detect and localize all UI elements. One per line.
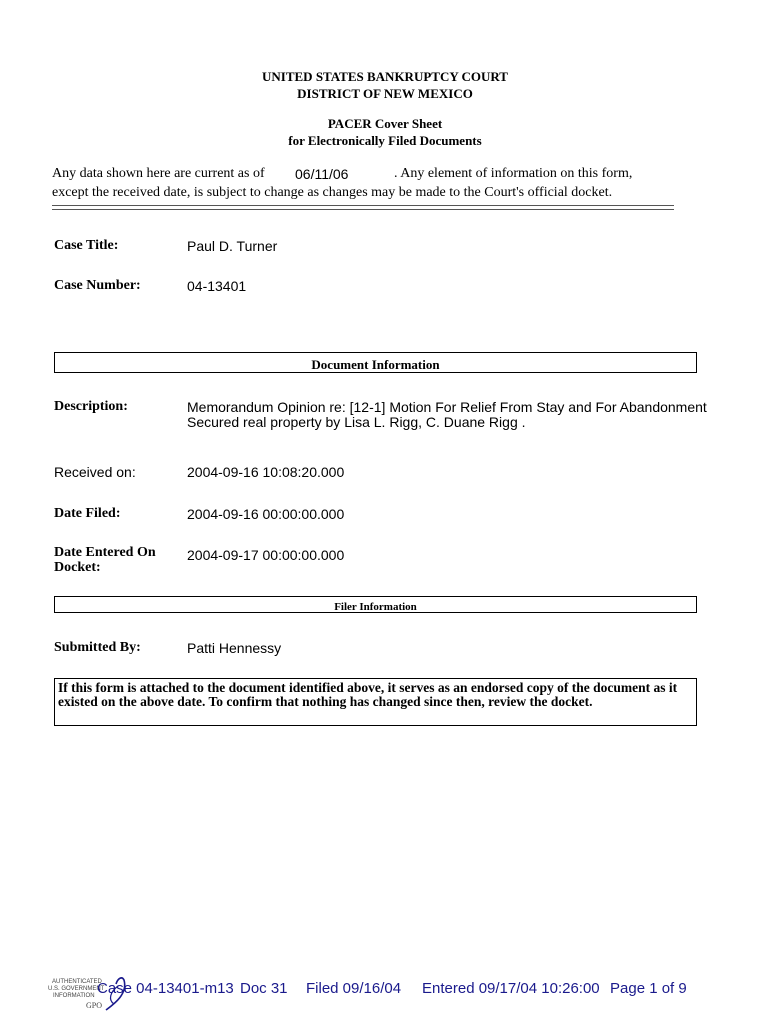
intro-line2: except the received date, is subject to change as changes may be made to the Court's official docket. xyxy=(52,185,613,200)
footer-entered: Entered 09/17/04 10:26:00 xyxy=(422,980,600,997)
footer-filed: Filed 09/16/04 xyxy=(306,980,402,997)
endorsement-notice: If this form is attached to the document identified above, it serves as an endorsed copy of the document as it existed on the above date. To confirm that nothing has changed since then, review the docket. xyxy=(54,678,697,726)
date-entered-value: 2004-09-17 00:00:00.000 xyxy=(187,547,345,563)
footer-page: Page 1 of 9 xyxy=(610,980,687,997)
district-name: DISTRICT OF NEW MEXICO xyxy=(297,86,473,101)
case-number-value: 04-13401 xyxy=(187,278,247,294)
received-label: Received on: xyxy=(54,464,136,480)
sheet-subtitle: for Electronically Filed Documents xyxy=(288,133,482,148)
footer-doc: Doc 31 xyxy=(240,980,288,997)
intro-date: 06/11/06 xyxy=(295,166,349,182)
date-entered-label-line1: Date Entered On xyxy=(54,545,156,560)
submitted-by-value: Patti Hennessy xyxy=(187,640,282,656)
seal-line1: AUTHENTICATED xyxy=(52,979,102,985)
date-entered-label-line2: Docket: xyxy=(54,560,101,575)
seal-line2: U.S. GOVERNMENT xyxy=(48,986,105,992)
intro-suffix: . Any element of information on this form, xyxy=(394,166,633,181)
description-line2: Secured real property by Lisa L. Rigg, C. Duane Rigg . xyxy=(187,414,526,430)
seal-line4: GPO xyxy=(86,1001,103,1010)
date-filed-value: 2004-09-16 00:00:00.000 xyxy=(187,506,345,522)
footer-case: Case 04-13401-m13 xyxy=(97,980,234,997)
filer-information-heading: Filer Information xyxy=(54,596,697,613)
sheet-title: PACER Cover Sheet xyxy=(327,116,443,131)
intro-prefix: Any data shown here are current as of xyxy=(52,166,265,181)
case-number-label: Case Number: xyxy=(54,278,141,293)
description-label: Description: xyxy=(54,399,128,414)
received-value: 2004-09-16 10:08:20.000 xyxy=(187,464,345,480)
description-line1: Memorandum Opinion re: [12-1] Motion For Relief From Stay and For Abandonment xyxy=(187,399,707,415)
case-title-value: Paul D. Turner xyxy=(187,238,278,254)
submitted-by-label: Submitted By: xyxy=(54,640,141,655)
court-name: UNITED STATES BANKRUPTCY COURT xyxy=(262,69,508,84)
seal-line3: INFORMATION xyxy=(53,993,95,999)
header-divider xyxy=(52,205,674,210)
date-filed-label: Date Filed: xyxy=(54,506,121,521)
document-information-heading: Document Information xyxy=(54,352,697,373)
case-title-label: Case Title: xyxy=(54,238,119,253)
